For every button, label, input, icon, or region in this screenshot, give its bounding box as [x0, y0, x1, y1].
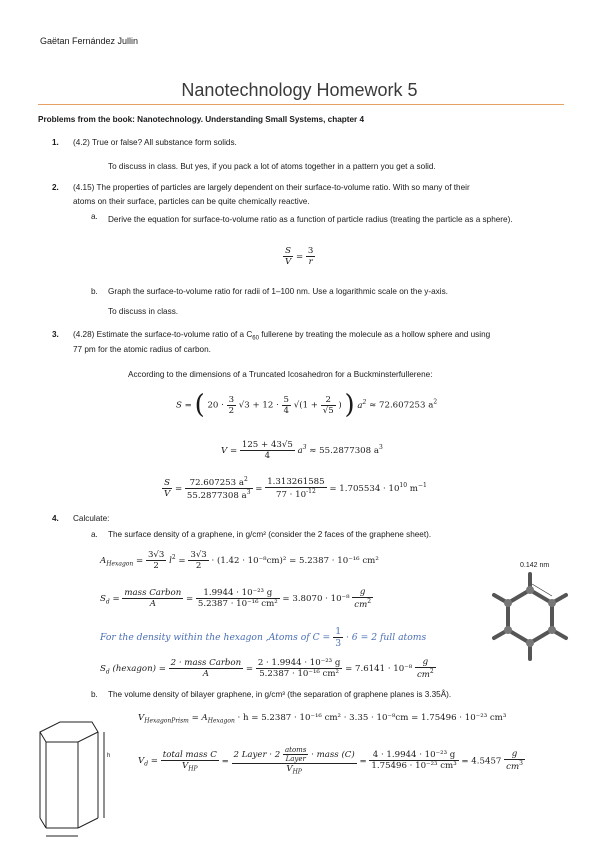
problem-3-intro: According to the dimensions of a Truncated Icosahedron for a Buckminsterfullerene:: [128, 370, 433, 379]
graphene-hexagon-figure: [490, 560, 570, 670]
fullerene-surface-equation: S = ( 20 · $\frac{3}{2}$ √3 + 12 · $\frac{5}{4}$ √(1 + $\frac{2}{√5}$ ) ) $a^2 \approx 72.607253$ $a^2$: [176, 390, 438, 420]
author-name: Gaëtan Fernández Jullin: [40, 36, 139, 46]
problem-4a-label: a.: [91, 530, 98, 539]
problem-4-intro: Calculate:: [73, 514, 110, 523]
volume-density-equation: $V_d$ = $\frac{\text{total mass C}}{V_{HP}}$ = 2 Layer · 2 $\frac{\text{atoms}}{\text{Layer}}$ · mass (C) $V_{HP}$ = $\frac{\text{4 · 1.9944 · 10⁻²³ g}}{\text{1.75496 · 10⁻²³ cm³}}$ = 4.5457 $\frac{g}{cm^3}$: [138, 746, 523, 776]
hexagon-area-equation: $A_{Hexagon}$ = $\frac{3√3}{2}$ $l^2$ = $\frac{3√3}{2}$ · (1.42 · 10⁻⁸cm)² = 5.2387 · 10⁻¹⁶ cm²: [100, 550, 379, 571]
fullerene-ratio-equation: $\frac{S}{V}$ = $\frac{72.607253 a^2}{55.2877308 a^3}$ = $\frac{1.313261585}{77 \cdot 10^{-12}}$ = $1.705534 \cdot 10^{10}$ $m^{-1}$: [164, 476, 427, 501]
surface-volume-equation: $\frac{S}{V}$ = $\frac{3}{r}$: [285, 246, 314, 267]
problem-3-question-line2: 77 pm for the atomic radius of carbon.: [73, 345, 211, 354]
problem-2-question-line1: (4.15) The properties of particles are largely dependent on their surface-to-volume ratio. With so many of their: [73, 183, 470, 192]
problem-4b-text: The volume density of bilayer graphene, in g/cm³ (the separation of graphene planes is 3.35Å).: [108, 690, 452, 699]
section-heading: Problems from the book: Nanotechnology. Understanding Small Systems, chapter 4: [38, 115, 365, 124]
problem-1-question: (4.2) True or false? All substance form solids.: [73, 138, 237, 147]
problem-3-number: 3.: [52, 330, 59, 339]
hexagon-prism-volume-equation: $V_{HexagonPrism} = A_{Hexagon} \cdot h = 5.2387 \cdot 10^{-16}$ cm² · 3.35 · 10⁻⁸cm = 1.75496 · 10⁻²³ cm³: [138, 713, 507, 725]
prism-height-label: h: [107, 753, 111, 759]
problem-2b-answer: To discuss in class.: [108, 307, 179, 316]
hexagon-atom-count-note: For the density within the hexagon ,Atoms of C = $\frac{1}{3}$ · 6 = 2 full atoms: [100, 626, 427, 649]
title-divider: [38, 104, 564, 105]
problem-2a-label: a.: [91, 212, 98, 221]
problem-3-question-line1: (4.28) Estimate the surface-to-volume ratio of a $C_{60}$ fullerene by treating the molecule as a hollow sphere and using: [73, 330, 491, 342]
problem-4b-label: b.: [91, 690, 98, 699]
hexagonal-prism-figure: [28, 720, 114, 842]
page-title: Nanotechnology Homework 5: [181, 80, 418, 100]
problem-2-number: 2.: [52, 183, 59, 192]
problem-2b-label: b.: [91, 287, 98, 296]
bond-length-label: 0.142 nm: [520, 562, 550, 569]
problem-1-number: 1.: [52, 138, 59, 147]
problem-2a-text: Derive the equation for surface-to-volume ratio as a function of particle radius (treating the particle as a sphere).: [108, 215, 513, 224]
hexagon-surface-density-equation: $S_d$ (hexagon) = $\frac{\text{2 · mass Carbon}}{A}$ = $\frac{\text{2 · 1.9944 · 10⁻²³ g}}{\text{5.2387 · 10⁻¹⁶ cm²}}$ = 7.6141 · 10⁻⁸ $\frac{g}{cm^2}$: [100, 657, 434, 680]
surface-density-equation: $S_d$ = $\frac{\text{mass Carbon}}{A}$ = $\frac{\text{1.9944 · 10⁻²³ g}}{\text{5.2387 · 10⁻¹⁶ cm²}}$ = 3.8070 · 10⁻⁸ $\frac{g}{cm^2}$: [100, 587, 372, 610]
fullerene-volume-equation: V = $\frac{125 + 43√5}{4}$ $a^3 \approx 55.2877308$ $a^3$: [221, 440, 383, 461]
problem-2b-text: Graph the surface-to-volume ratio for radii of 1–100 nm. Use a logarithmic scale on the y-axis.: [108, 287, 448, 296]
problem-2-question-line2: atoms on their surface, particles can be quite chemically reactive.: [73, 197, 310, 206]
problem-4-number: 4.: [52, 514, 59, 523]
problem-1-answer: To discuss in class. But yes, if you pack a lot of atoms together in a pattern you get a solid.: [108, 162, 436, 171]
problem-4a-text: The surface density of a graphene, in g/cm² (consider the 2 faces of the graphene sheet).: [108, 530, 432, 539]
